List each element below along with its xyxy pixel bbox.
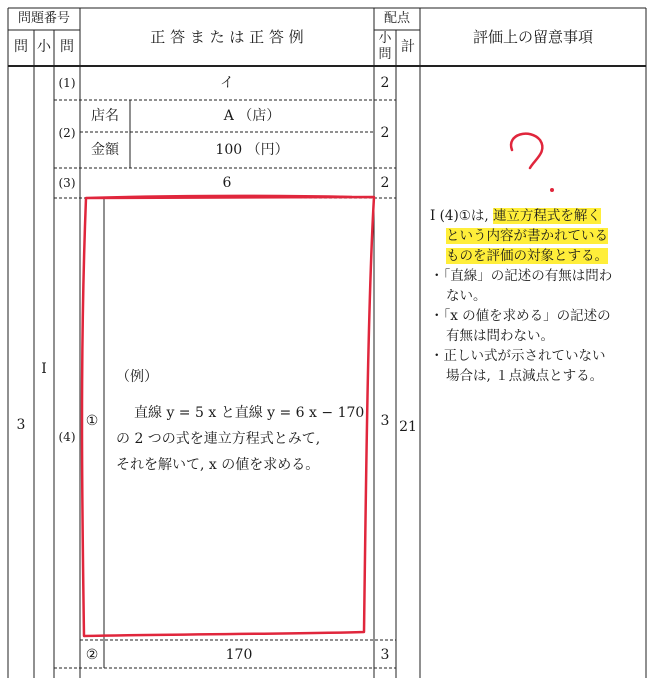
item-4-1-points: 3 xyxy=(380,413,390,429)
item-2-points: 2 xyxy=(380,125,390,141)
item-4-1-line-2: の 2 つの式を連立方程式とみて, xyxy=(116,431,321,447)
note-highlight-3: ものを評価の対象とする。 xyxy=(446,248,608,264)
item-4-1-line-3: それを解いて, x の値を求める。 xyxy=(116,457,320,473)
note-prefix: I (4)①は, xyxy=(430,208,489,224)
item-4-2-answer: 170 xyxy=(225,647,253,663)
section-label: I xyxy=(41,361,47,377)
points-header: 配点 xyxy=(383,11,410,26)
header-question-number: 問題番号 xyxy=(17,11,70,26)
item-1-points: 2 xyxy=(380,75,390,91)
points-total-header: 計 xyxy=(401,39,415,55)
item-2-answer-store: A （店） xyxy=(223,108,281,124)
red-question-mark xyxy=(511,134,542,168)
item-1-answer: イ xyxy=(220,75,234,91)
note-bullet-3b: 場合は, １点減点とする。 xyxy=(446,368,604,384)
header-sho: 小 xyxy=(37,39,51,55)
question-dai: 3 xyxy=(16,417,26,433)
item-4-1-mark: ① xyxy=(85,413,99,429)
item-2-label-store: 店名 xyxy=(91,108,119,124)
item-2-no: (2) xyxy=(58,126,76,140)
item-4-1-example-label: （例） xyxy=(116,369,158,385)
item-3-points: 2 xyxy=(380,175,390,191)
red-box-outline xyxy=(82,196,374,636)
notes-header: 評価上の留意事項 xyxy=(472,28,593,46)
item-3-answer: 6 xyxy=(222,175,232,191)
red-dot xyxy=(550,188,554,192)
points-sub-header: 小問 xyxy=(378,31,392,62)
header-mon: 問 xyxy=(60,39,74,55)
total-points: 21 xyxy=(399,419,417,435)
note-highlight-2: という内容が書かれている xyxy=(446,228,608,244)
item-4-2-points: 3 xyxy=(380,647,390,663)
note-highlight-1: 連立方程式を解く xyxy=(492,208,601,224)
note-bullet-1b: ない。 xyxy=(446,288,487,304)
note-bullet-3a: ・正しい式が示されていない xyxy=(430,348,606,364)
item-4-1-line-1: 直線 y = 5 x と直線 y = 6 x − 170 xyxy=(134,405,365,421)
header-dai: 問 xyxy=(14,39,28,55)
item-2-label-amount: 金額 xyxy=(91,142,119,158)
item-1-no: (1) xyxy=(58,76,76,90)
answer-header: 正 答 ま た は 正 答 例 xyxy=(150,28,304,46)
note-bullet-2b: 有無は問わない。 xyxy=(446,328,554,344)
note-bullet-1a: ・「直線」の記述の有無は問わ xyxy=(430,268,613,284)
item-3-no: (3) xyxy=(58,176,76,190)
item-4-2-mark: ② xyxy=(85,647,99,663)
item-2-answer-amount: 100 （円） xyxy=(215,142,289,158)
note-bullet-2a: ・「x の値を求める」の記述の xyxy=(430,308,611,324)
item-4-no: (4) xyxy=(58,430,76,444)
